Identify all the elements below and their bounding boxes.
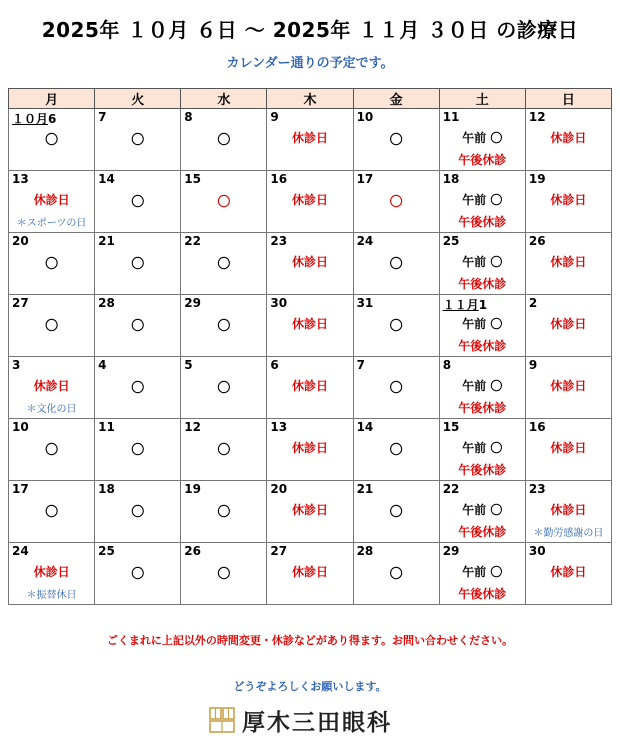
afternoon-closed-label: 午後休診: [458, 153, 507, 167]
greeting-text: どうぞよろしくお願いします。: [233, 680, 387, 693]
closed-label: 休診日: [550, 441, 587, 455]
calendar-day-cell: [267, 357, 353, 419]
day-number: [270, 544, 287, 558]
day-number: [357, 234, 374, 248]
holiday-note: ＊スポーツの日: [16, 218, 87, 229]
day-label: 27: [270, 544, 288, 558]
day-label: 16: [270, 172, 288, 186]
day-label: 9: [528, 358, 538, 372]
open-mark: 〇: [217, 443, 231, 458]
holiday-note: ＊振替休日: [26, 590, 77, 601]
month-label: １０月: [12, 112, 49, 126]
day-number: [270, 296, 287, 310]
calendar-day-cell: [9, 481, 95, 543]
day-number: [184, 358, 192, 372]
closed-label: 休診日: [33, 379, 70, 393]
day-number: [529, 544, 546, 558]
open-mark: 〇: [217, 381, 231, 396]
day-number: [98, 482, 115, 496]
weekday-header: 月: [9, 89, 95, 109]
afternoon-closed-label: 午後休診: [458, 215, 507, 229]
afternoon-closed-label: 午後休診: [458, 587, 507, 601]
day-number: [357, 544, 374, 558]
day-label: 19: [184, 482, 201, 496]
weekday-header-row: [9, 89, 612, 109]
day-number: [357, 110, 374, 124]
day-number: [184, 544, 201, 558]
day-label: 22: [442, 482, 460, 496]
day-label: 15: [184, 172, 201, 186]
day-number: [184, 110, 192, 124]
calendar-day-cell: [95, 357, 181, 419]
open-mark: 〇: [389, 567, 403, 582]
morning-open-label: 午前 〇: [462, 255, 503, 269]
day-label: 21: [98, 234, 115, 248]
day-label: 24: [12, 544, 29, 558]
day-number: [270, 358, 278, 372]
day-number: [12, 544, 29, 558]
calendar-day-cell: [181, 481, 267, 543]
calendar-day-cell: [439, 171, 525, 233]
calendar-week-row: [9, 419, 612, 481]
calendar-day-cell: [9, 109, 95, 171]
day-number: [184, 234, 201, 248]
day-label: 12: [528, 110, 546, 124]
calendar-day-cell: [95, 419, 181, 481]
day-number: [270, 110, 278, 124]
calendar-day-cell: [181, 295, 267, 357]
calendar-week-row: [9, 295, 612, 357]
calendar-week-row: [9, 233, 612, 295]
closed-label: 休診日: [291, 503, 328, 517]
calendar-day-cell: [95, 543, 181, 605]
page-subtitle: カレンダー通りの予定です。: [226, 56, 394, 71]
calendar-day-cell: [439, 481, 525, 543]
day-label: 28: [356, 544, 374, 558]
day-label: 20: [270, 482, 288, 496]
open-mark: 〇: [217, 195, 231, 210]
day-number: [357, 296, 374, 310]
day-label: 16: [528, 420, 546, 434]
day-label: 14: [98, 172, 115, 186]
day-label: 17: [356, 172, 374, 186]
open-mark: 〇: [217, 319, 231, 334]
day-label: 29: [184, 296, 201, 310]
day-label: 6: [48, 112, 57, 126]
calendar-day-cell: [525, 543, 611, 605]
calendar-day-cell: [439, 295, 525, 357]
calendar-table: [8, 88, 612, 605]
day-number: [98, 172, 115, 186]
day-number: [443, 544, 460, 558]
calendar-day-cell: [95, 233, 181, 295]
calendar-day-cell: [353, 233, 439, 295]
day-label: 21: [356, 482, 374, 496]
day-number: [357, 358, 365, 372]
closed-label: 休診日: [550, 317, 587, 331]
clinic-name: 厚木三田眼科: [242, 709, 392, 736]
day-number: [529, 110, 546, 124]
day-label: 8: [184, 110, 193, 124]
schedule-change-notice: ごくまれに上記以外の時間変更・休診などがあり得ます。お問い合わせください。: [106, 634, 514, 647]
day-label: 19: [528, 172, 546, 186]
morning-open-label: 午前 〇: [462, 131, 503, 145]
day-label: 9: [270, 110, 279, 124]
day-label: 27: [12, 296, 29, 310]
open-mark: 〇: [389, 381, 403, 396]
day-number: [12, 420, 29, 434]
calendar-day-cell: [267, 419, 353, 481]
day-number: [443, 358, 451, 372]
day-number: [270, 420, 287, 434]
calendar-day-cell: [267, 109, 353, 171]
day-label: 11: [442, 110, 460, 124]
morning-open-label: 午前 〇: [462, 379, 503, 393]
closed-label: 休診日: [550, 255, 587, 269]
closed-label: 休診日: [291, 441, 328, 455]
open-mark: 〇: [45, 443, 59, 458]
day-number: [12, 234, 29, 248]
day-number: [357, 420, 374, 434]
day-label: 28: [98, 296, 115, 310]
open-mark: 〇: [217, 133, 231, 148]
calendar-day-cell: [181, 109, 267, 171]
day-number: [98, 358, 106, 372]
calendar-day-cell: [267, 233, 353, 295]
calendar-day-cell: [525, 295, 611, 357]
morning-open-label: 午前 〇: [462, 503, 503, 517]
calendar-week-row: [9, 357, 612, 419]
day-number: [443, 110, 460, 124]
calendar-day-cell: [95, 481, 181, 543]
calendar-day-cell: [267, 543, 353, 605]
weekday-header: 火: [95, 89, 181, 109]
day-label: 25: [98, 544, 115, 558]
weekday-header: 金: [353, 89, 439, 109]
calendar-day-cell: [95, 109, 181, 171]
day-label: 7: [98, 110, 107, 124]
day-number: [443, 420, 460, 434]
morning-open-label: 午前 〇: [462, 317, 503, 331]
day-label: 11: [98, 420, 115, 434]
afternoon-closed-label: 午後休診: [458, 463, 507, 477]
calendar-day-cell: [439, 543, 525, 605]
calendar-day-cell: [9, 233, 95, 295]
day-number: [270, 234, 287, 248]
day-label: 30: [528, 544, 546, 558]
open-mark: 〇: [217, 257, 231, 272]
weekday-header: 日: [525, 89, 611, 109]
calendar-week-row: [9, 543, 612, 605]
day-label: 2: [528, 296, 538, 310]
day-label: 3: [12, 358, 21, 372]
day-label: 12: [184, 420, 201, 434]
closed-label: 休診日: [550, 565, 587, 579]
calendar-day-cell: [353, 171, 439, 233]
calendar-week-row: [9, 481, 612, 543]
calendar-day-cell: [353, 543, 439, 605]
calendar-week-row: [9, 171, 612, 233]
calendar-day-cell: [525, 481, 611, 543]
closed-label: 休診日: [291, 317, 328, 331]
clinic-logo: [208, 704, 392, 736]
day-number: [270, 172, 287, 186]
day-label: 26: [528, 234, 546, 248]
day-number: [184, 172, 201, 186]
day-label: 4: [98, 358, 107, 372]
day-number: [12, 296, 29, 310]
day-number: [529, 172, 546, 186]
afternoon-closed-label: 午後休診: [458, 525, 507, 539]
calendar-day-cell: [525, 419, 611, 481]
open-mark: 〇: [131, 443, 145, 458]
open-mark: 〇: [45, 505, 59, 520]
closed-label: 休診日: [291, 131, 328, 145]
day-label: 10: [12, 420, 29, 434]
closed-label: 休診日: [550, 193, 587, 207]
day-number: [529, 234, 546, 248]
day-number: [184, 296, 201, 310]
open-mark: 〇: [131, 567, 145, 582]
closed-label: 休診日: [291, 193, 328, 207]
closed-label: 休診日: [550, 131, 587, 145]
day-label: 20: [12, 234, 29, 248]
day-number: [12, 358, 20, 372]
day-label: 23: [270, 234, 288, 248]
day-number: [12, 172, 29, 186]
open-mark: 〇: [131, 133, 145, 148]
weekday-header: 木: [267, 89, 353, 109]
calendar-day-cell: [439, 357, 525, 419]
calendar-body: [9, 109, 612, 605]
calendar-day-cell: [525, 109, 611, 171]
day-label: 6: [270, 358, 279, 372]
day-number: [98, 544, 115, 558]
calendar-day-cell: [353, 481, 439, 543]
calendar-day-cell: [9, 543, 95, 605]
day-number: [357, 482, 374, 496]
day-number: [357, 172, 374, 186]
day-label: 18: [442, 172, 460, 186]
open-mark: 〇: [131, 319, 145, 334]
calendar-day-cell: [439, 419, 525, 481]
holiday-note: ＊勤労感謝の日: [533, 528, 604, 539]
day-number: [443, 172, 460, 186]
open-mark: 〇: [131, 505, 145, 520]
calendar-day-cell: [353, 357, 439, 419]
day-label: 25: [442, 234, 460, 248]
calendar-day-cell: [9, 419, 95, 481]
calendar-day-cell: [181, 543, 267, 605]
calendar-week-row: [9, 109, 612, 171]
morning-open-label: 午前 〇: [462, 441, 503, 455]
day-label: 17: [12, 482, 29, 496]
day-label: 13: [270, 420, 288, 434]
calendar-day-cell: [525, 171, 611, 233]
closed-label: 休診日: [33, 193, 70, 207]
calendar-day-cell: [267, 295, 353, 357]
open-mark: 〇: [131, 257, 145, 272]
day-number: [529, 482, 546, 496]
weekday-header: 土: [439, 89, 525, 109]
calendar-day-cell: [439, 233, 525, 295]
calendar-day-cell: [181, 171, 267, 233]
open-mark: 〇: [389, 257, 403, 272]
day-number: [270, 482, 287, 496]
day-label: 14: [356, 420, 374, 434]
calendar-day-cell: [353, 419, 439, 481]
day-number: [529, 358, 537, 372]
day-label: 10: [356, 110, 374, 124]
day-number: [443, 296, 487, 313]
afternoon-closed-label: 午後休診: [458, 401, 507, 415]
day-label: 22: [184, 234, 201, 248]
morning-open-label: 午前 〇: [462, 193, 503, 207]
day-number: [443, 482, 460, 496]
day-label: 5: [184, 358, 193, 372]
open-mark: 〇: [389, 195, 403, 210]
day-number: [184, 420, 201, 434]
calendar-day-cell: [181, 233, 267, 295]
day-label: 30: [270, 296, 288, 310]
day-number: [98, 296, 115, 310]
morning-open-label: 午前 〇: [462, 565, 503, 579]
calendar-day-cell: [181, 419, 267, 481]
day-label: 1: [478, 298, 488, 312]
open-mark: 〇: [389, 319, 403, 334]
day-label: 15: [442, 420, 460, 434]
closed-label: 休診日: [550, 503, 587, 517]
open-mark: 〇: [45, 257, 59, 272]
open-mark: 〇: [217, 505, 231, 520]
closed-label: 休診日: [291, 379, 328, 393]
month-label: １１月: [442, 298, 479, 312]
calendar-day-cell: [9, 295, 95, 357]
day-number: [529, 420, 546, 434]
day-number: [184, 482, 201, 496]
calendar-day-cell: [9, 171, 95, 233]
calendar-day-cell: [267, 171, 353, 233]
afternoon-closed-label: 午後休診: [458, 277, 507, 291]
closed-label: 休診日: [291, 255, 328, 269]
day-label: 31: [356, 296, 374, 310]
clinic-logo-icon: [208, 706, 236, 734]
open-mark: 〇: [217, 567, 231, 582]
calendar-day-cell: [267, 481, 353, 543]
calendar-day-cell: [9, 357, 95, 419]
calendar-day-cell: [353, 109, 439, 171]
day-label: 18: [98, 482, 115, 496]
holiday-note: ＊文化の日: [26, 404, 77, 415]
open-mark: 〇: [389, 133, 403, 148]
day-number: [98, 234, 115, 248]
day-label: 26: [184, 544, 201, 558]
open-mark: 〇: [131, 381, 145, 396]
day-label: 29: [442, 544, 460, 558]
open-mark: 〇: [389, 505, 403, 520]
open-mark: 〇: [45, 133, 59, 148]
calendar-day-cell: [181, 357, 267, 419]
open-mark: 〇: [131, 195, 145, 210]
calendar-day-cell: [525, 233, 611, 295]
closed-label: 休診日: [291, 565, 328, 579]
open-mark: 〇: [389, 443, 403, 458]
day-number: [12, 482, 29, 496]
day-number: [529, 296, 537, 310]
calendar-day-cell: [525, 357, 611, 419]
afternoon-closed-label: 午後休診: [458, 339, 507, 353]
calendar-day-cell: [95, 171, 181, 233]
calendar-day-cell: [95, 295, 181, 357]
open-mark: 〇: [45, 319, 59, 334]
day-number: [98, 110, 106, 124]
day-label: 23: [528, 482, 546, 496]
day-label: 8: [442, 358, 452, 372]
day-label: 13: [12, 172, 29, 186]
day-number: [443, 234, 460, 248]
closed-label: 休診日: [33, 565, 70, 579]
page-title: 2025年 １０月 ６日 〜 2025年 １１月 ３０日 の診療日: [41, 18, 579, 42]
calendar-day-cell: [439, 109, 525, 171]
day-label: 24: [356, 234, 374, 248]
calendar-day-cell: [353, 295, 439, 357]
weekday-header: 水: [181, 89, 267, 109]
day-number: [98, 420, 115, 434]
closed-label: 休診日: [550, 379, 587, 393]
day-label: 7: [356, 358, 365, 372]
day-number: [12, 110, 56, 127]
